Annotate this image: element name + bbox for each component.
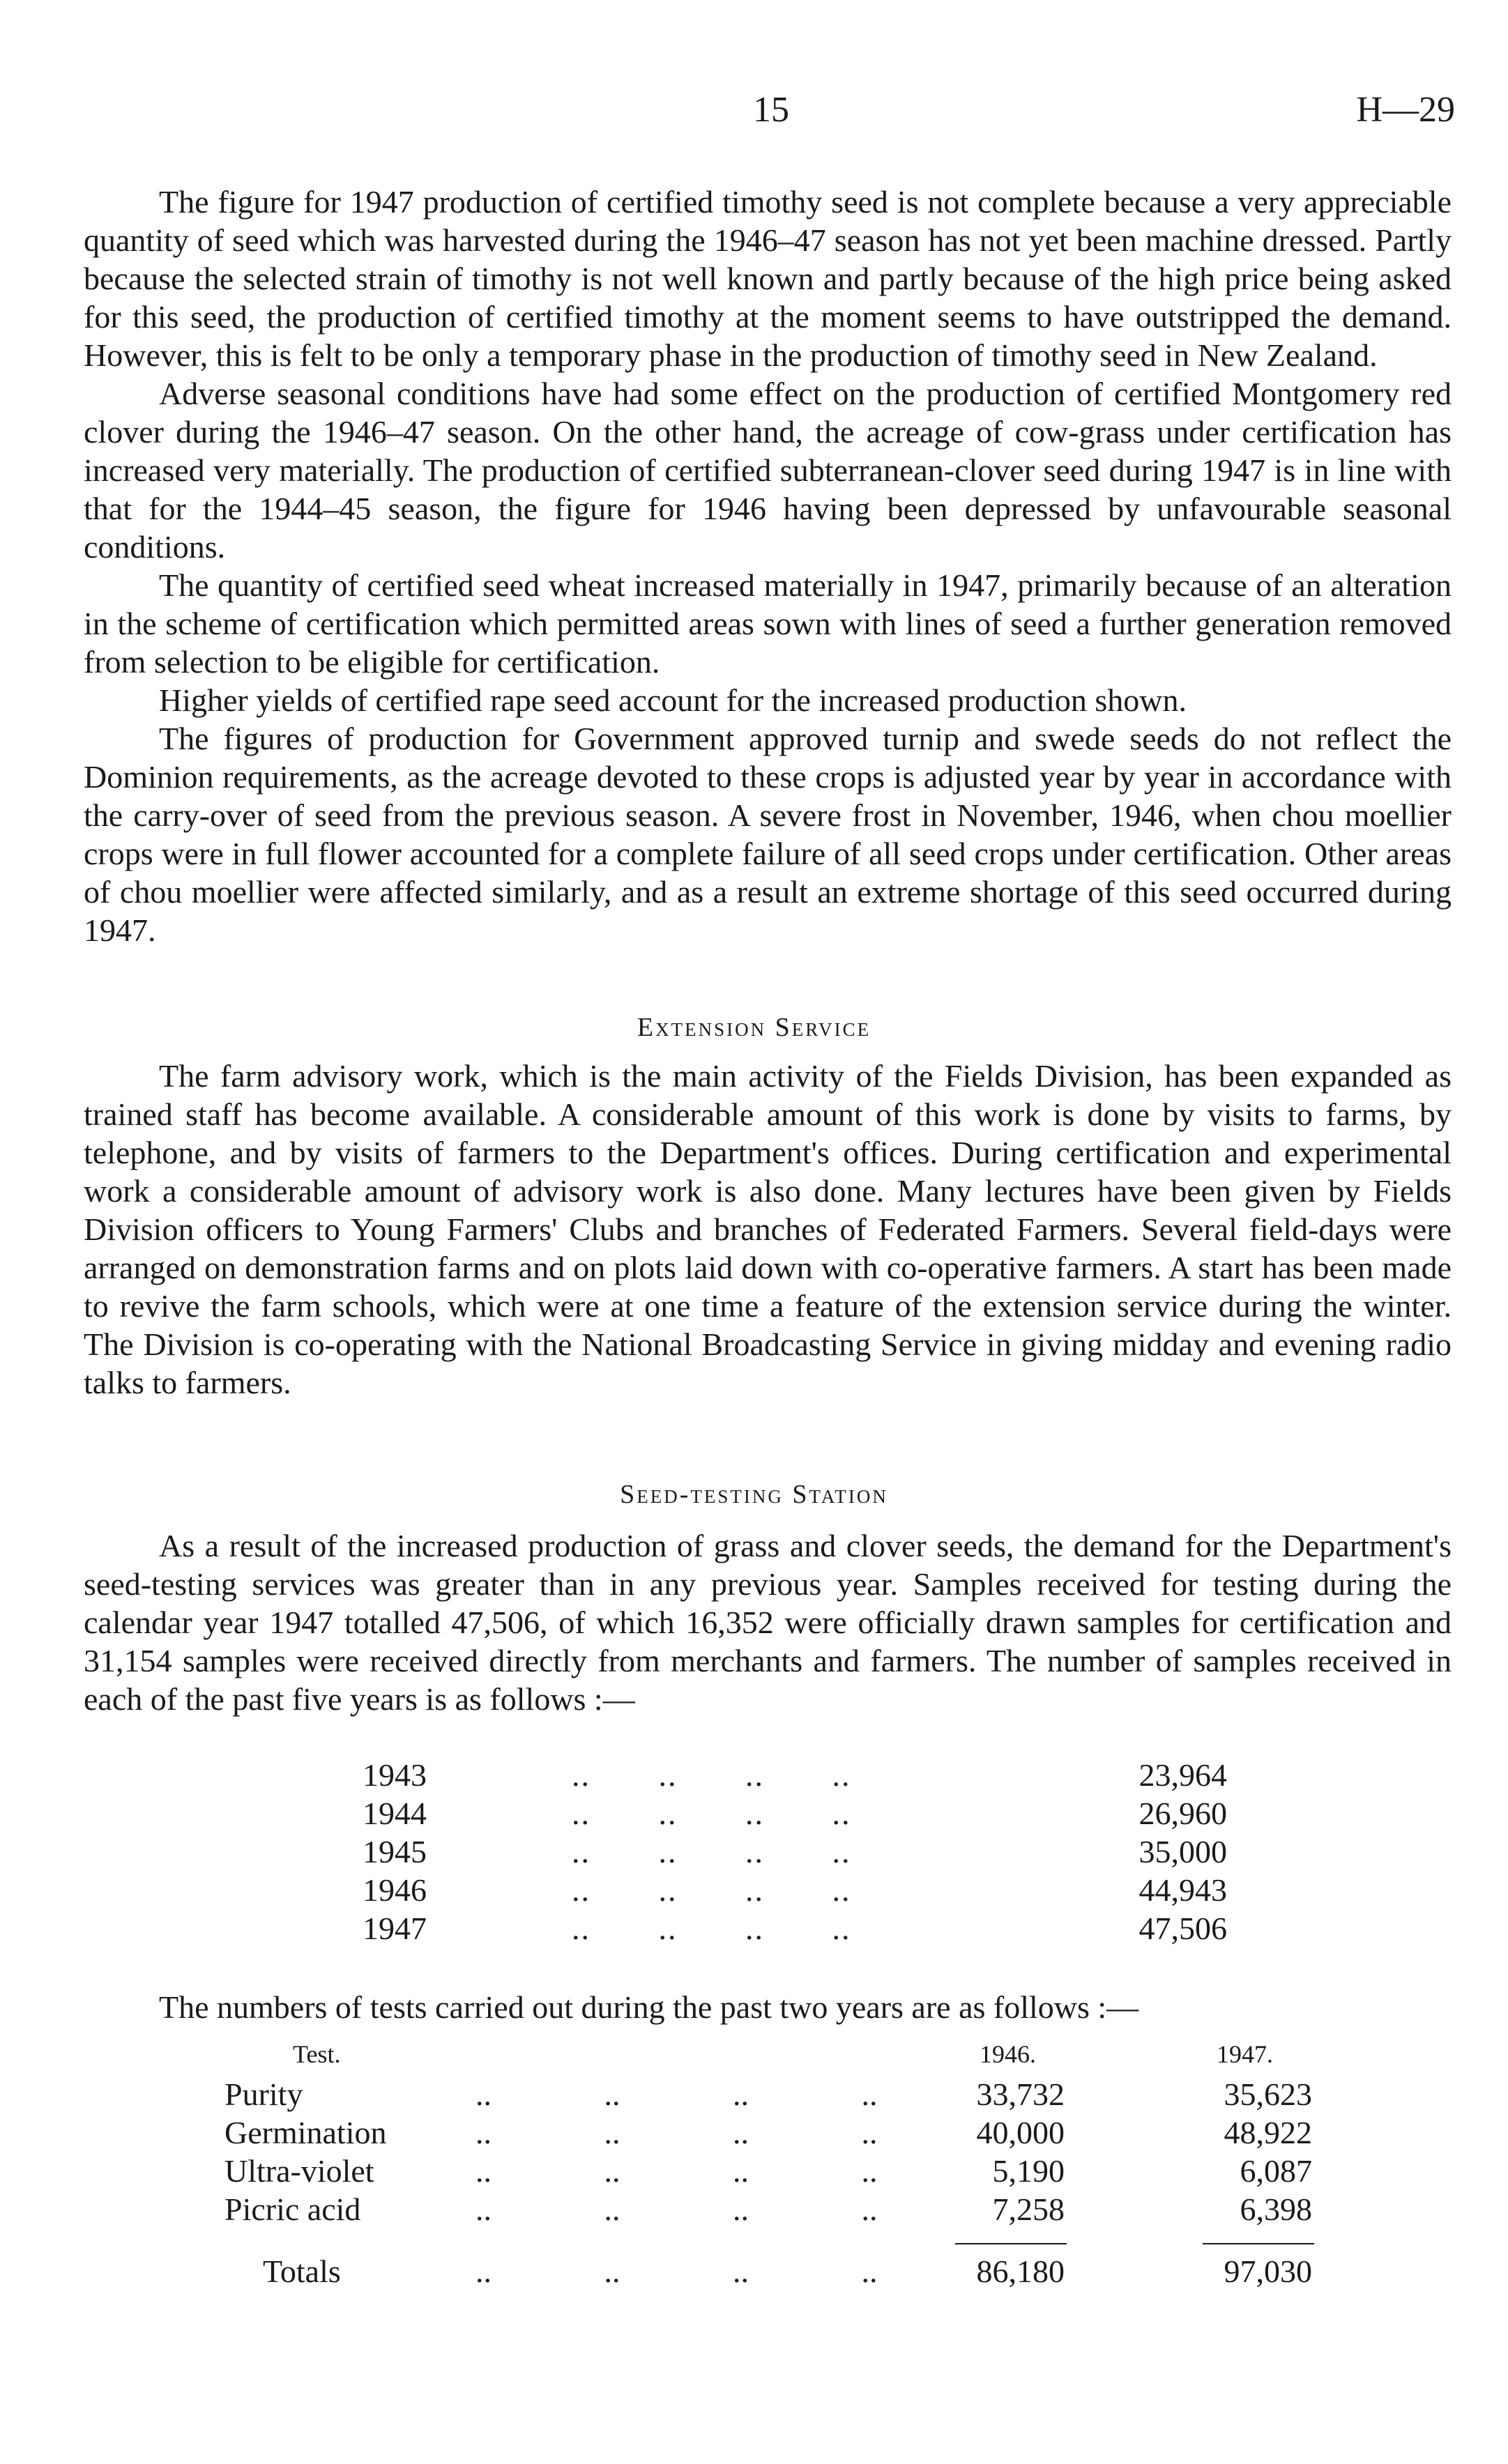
value-1946: 7,258 [992,2191,1065,2227]
page-number: 15 [753,90,789,130]
paragraph-seed-wheat: The quantity of certified seed wheat increased materially in 1947, primarily because of an alteration in the scheme of certification which permitted areas sown with lines of seed a further generation removed from selection to be eligible for certification. [84,567,1452,680]
leader-dots: .. .. .. .. [572,1796,851,1831]
test-label: Purity [224,2076,303,2112]
paragraph-rape-seed: Higher yields of certified rape seed account for the increased production shown. [159,682,1187,718]
paragraph-tests-intro: The numbers of tests carried out during the past two years are as follows :— [159,1989,1139,2025]
extension-service-heading: Extension Service [637,1013,871,1042]
value-1946: 33,732 [976,2076,1065,2112]
value-1947: 35,623 [1224,2076,1312,2112]
table-row [224,2191,1312,2229]
value-cell: 44,943 [1138,1872,1227,1908]
value-1947: 6,398 [1240,2191,1312,2227]
value-1946: 5,190 [992,2153,1065,2189]
intro-paragraphs [84,183,1452,949]
value-1947: 48,922 [1224,2115,1312,2150]
test-label: Ultra-violet [224,2153,374,2189]
total-1946: 86,180 [976,2253,1065,2289]
leader-dots: .. .. .. .. [572,1911,851,1946]
leader-dots: .. .. .. .. [572,1834,851,1869]
leader-dots: .. .. .. .. [475,2115,878,2150]
year-cell: 1943 [363,1757,427,1793]
value-cell: 26,960 [1138,1796,1227,1831]
table-row [224,2076,1312,2114]
year-cell: 1945 [363,1834,427,1869]
extension-section [84,1057,1452,1402]
leader-dots: .. .. .. .. [475,2076,878,2112]
tests-intro [84,1988,1452,2026]
test-label: Germination [224,2115,387,2150]
table-row [363,1757,1227,1795]
leader-dots: .. .. .. .. [475,2153,878,2189]
table-row [363,1872,1227,1910]
totals-label: Totals [263,2253,341,2289]
totals-rule-1946 [955,2243,1067,2244]
value-cell: 23,964 [1138,1757,1227,1793]
leader-dots: .. .. .. .. [475,2253,878,2289]
value-cell: 35,000 [1138,1834,1227,1869]
paragraph-timothy: The figure for 1947 production of certified timothy seed is not complete because a very appreciable quantity of seed which was harvested during the 1946–47 season has not yet been machine dressed. Partly because the selected strain of timothy is not well known and partly because of the high price being asked for this seed, the production of certified timothy at the moment seems to have outstripped the demand. However, this is felt to be only a temporary phase in the production of timothy seed in New Zealand. [84,184,1452,373]
table-row [363,1795,1227,1833]
column-header-1946: 1946. [980,2040,1036,2068]
paragraph-clover: Adverse seasonal conditions have had some effect on the production of certified Montgomery red clover during the 1946–47 season. On the other hand, the acreage of cow-grass under certification has increased very materially. The production of certified subterranean-clover seed during 1947 is in line with that for the 1944–45 season, the figure for 1946 having been depressed by unfavourable seasonal conditions. [84,376,1452,565]
test-label: Picric acid [224,2191,361,2227]
value-cell: 47,506 [1138,1911,1227,1946]
year-cell: 1947 [363,1911,427,1946]
year-cell: 1944 [363,1796,427,1831]
table-row [224,2152,1312,2191]
paragraph-extension: The farm advisory work, which is the main activity of the Fields Division, has been expanded as trained staff has become available. A considerable amount of this work is done by visits to farms, by telephone, and by visits of farmers to the Department's offices. During certification and experimental work a considerable amount of advisory work is also done. Many lectures have been given by Fields Division officers to Young Farmers' Clubs and branches of Federated Farmers. Several field-days were arranged on demonstration farms and on plots laid down with co-operative farmers. A start has been made to revive the farm schools, which were at one time a feature of the extension service during the winter. The Division is co-operating with the National Broadcasting Service in giving midday and evening radio talks to farmers. [84,1058,1452,1400]
value-1946: 40,000 [976,2115,1065,2150]
seed-testing-heading: Seed-testing Station [620,1480,888,1509]
leader-dots: .. .. .. .. [475,2191,878,2227]
page-reference: H—29 [1356,90,1455,130]
year-cell: 1946 [363,1872,427,1908]
table-row [363,1910,1227,1948]
paragraph-turnip-swede: The figures of production for Government approved turnip and swede seeds do not reflect the Dominion requirements, as the acreage devoted to these crops is adjusted year by year in accordance with the carry-over of seed from the previous season. A severe frost in November, 1946, when chou moellier crops were in full flower accounted for a complete failure of all seed crops under certification. Other areas of chou moellier were affected similarly, and as a result an extreme shortage of this seed occurred during 1947. [84,721,1452,948]
value-1947: 6,087 [1240,2153,1312,2189]
totals-row [224,2253,1312,2291]
table-row [224,2114,1312,2152]
paragraph-seed-testing: As a result of the increased production of grass and clover seeds, the demand for the Department's seed-testing services was greater than in any previous year. Samples received for testing during the calendar year 1947 totalled 47,506, of which 16,352 were officially drawn samples for certification and 31,154 samples were received directly from merchants and farmers. The number of samples received in each of the past five years is as follows :— [84,1528,1452,1717]
column-header-test: Test. [293,2040,341,2068]
table-row [363,1833,1227,1872]
totals-rule-1947 [1203,2243,1314,2244]
total-1947: 97,030 [1224,2253,1312,2289]
column-header-1947: 1947. [1217,2040,1273,2068]
leader-dots: .. .. .. .. [572,1757,851,1793]
seed-testing-section [84,1526,1452,1718]
leader-dots: .. .. .. .. [572,1872,851,1908]
